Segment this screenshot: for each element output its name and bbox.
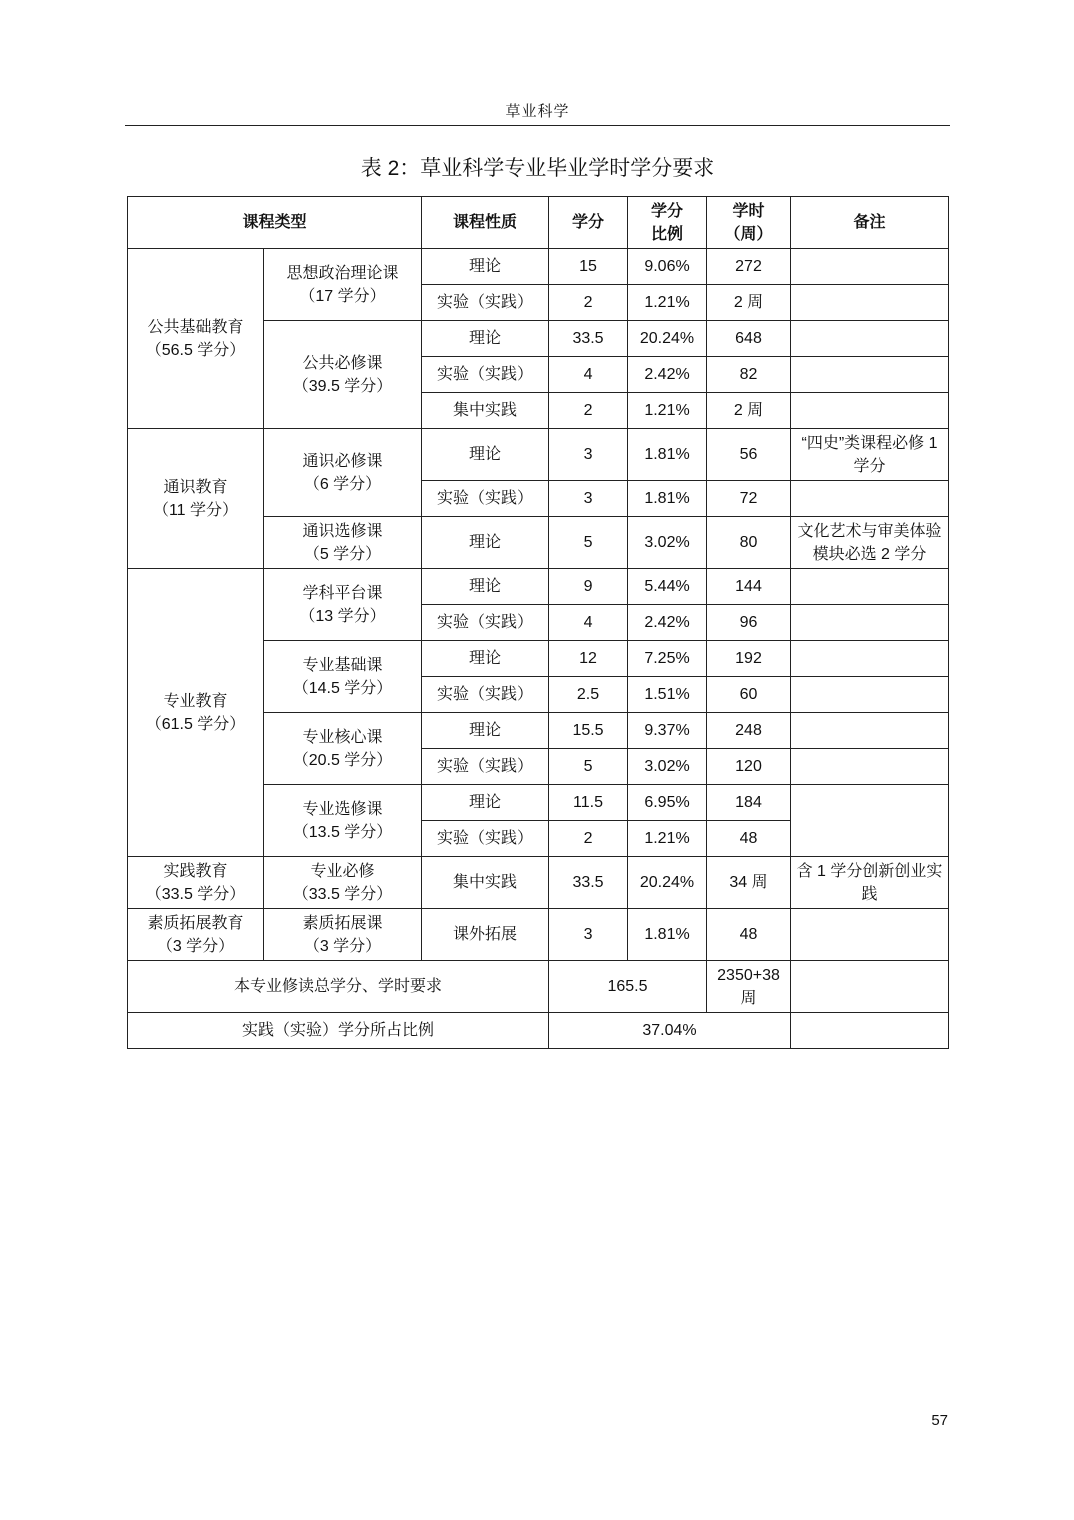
practice-ratio-label: 实践（实验）学分所占比例 (128, 1013, 549, 1049)
group-credits: （56.5 学分） (145, 341, 246, 359)
subcategory-cell (264, 857, 422, 909)
col-header-credit: 学分 (549, 197, 628, 249)
hours-cell: 144 (707, 569, 791, 605)
remark-cell (791, 357, 949, 393)
totals-label: 本专业修读总学分、学时要求 (128, 961, 549, 1013)
table-row (128, 249, 949, 285)
practice-ratio-row (128, 1013, 949, 1049)
remark-cell (791, 321, 949, 357)
credit-cell: 12 (549, 641, 628, 677)
totals-credit: 165.5 (549, 961, 707, 1013)
nature-cell: 理论 (422, 785, 549, 821)
subcategory-credits: （5 学分） (303, 545, 382, 563)
col-header-nature: 课程性质 (422, 197, 549, 249)
subcategory-credits: （14.5 学分） (292, 679, 393, 697)
subcategory-cell (264, 517, 422, 569)
nature-cell: 实验（实践） (422, 677, 549, 713)
ratio-cell: 1.81% (628, 909, 707, 961)
subcategory-name: 专业核心课 (302, 728, 383, 746)
group-credits: （11 学分） (152, 501, 239, 519)
group-name: 实践教育 (163, 862, 228, 880)
ratio-cell: 20.24% (628, 321, 707, 357)
subcategory-cell (264, 641, 422, 713)
subcategory-name: 专业基础课 (302, 656, 383, 674)
nature-cell: 实验（实践） (422, 285, 549, 321)
subcategory-cell (264, 321, 422, 429)
hours-cell: 72 (707, 481, 791, 517)
remark-cell (791, 641, 949, 677)
nature-cell: 理论 (422, 641, 549, 677)
hours-cell: 56 (707, 429, 791, 481)
table-row (128, 429, 949, 481)
credit-cell: 5 (549, 517, 628, 569)
credit-cell: 33.5 (549, 857, 628, 909)
hours-cell: 34 周 (707, 857, 791, 909)
ratio-cell: 1.51% (628, 677, 707, 713)
ratio-cell: 7.25% (628, 641, 707, 677)
hours-cell: 2 周 (707, 285, 791, 321)
hours-cell: 80 (707, 517, 791, 569)
col-header-ratio-line: 学分 (651, 202, 684, 220)
nature-cell: 集中实践 (422, 857, 549, 909)
nature-cell: 理论 (422, 321, 549, 357)
table-title: 表 2：草业科学专业毕业学时学分要求 (360, 157, 715, 180)
subcategory-name: 公共必修课 (302, 354, 383, 372)
remark-cell (791, 285, 949, 321)
group-cell (128, 429, 264, 569)
subcategory-credits: （39.5 学分） (292, 377, 393, 395)
running-header: 草业科学 (505, 103, 570, 120)
ratio-cell: 3.02% (628, 749, 707, 785)
practice-ratio-value: 37.04% (549, 1013, 791, 1049)
group-credits: （61.5 学分） (145, 715, 246, 733)
credit-cell: 11.5 (549, 785, 628, 821)
hours-cell: 2 周 (707, 393, 791, 429)
table-row (128, 857, 949, 909)
ratio-cell: 1.21% (628, 285, 707, 321)
credit-cell: 2 (549, 393, 628, 429)
subcategory-name: 学科平台课 (302, 584, 383, 602)
group-name: 公共基础教育 (147, 318, 244, 336)
hours-cell: 120 (707, 749, 791, 785)
nature-cell: 理论 (422, 569, 549, 605)
totals-row (128, 961, 949, 1013)
group-credits: （3 学分） (156, 937, 235, 955)
totals-hours-line: 2350+38 (717, 966, 780, 984)
header-row (128, 197, 949, 249)
group-cell (128, 857, 264, 909)
hours-cell: 248 (707, 713, 791, 749)
col-header-hours-line: （周） (724, 225, 773, 243)
credit-cell: 4 (549, 357, 628, 393)
subcategory-cell (264, 249, 422, 321)
remark-cell (791, 481, 949, 517)
col-header-hours (707, 197, 791, 249)
credit-cell: 2.5 (549, 677, 628, 713)
remark-cell (791, 713, 949, 749)
ratio-cell: 20.24% (628, 857, 707, 909)
remark-cell (791, 785, 949, 857)
subcategory-credits: （33.5 学分） (292, 885, 393, 903)
subcategory-cell (264, 429, 422, 517)
credit-cell: 3 (549, 909, 628, 961)
ratio-cell: 1.21% (628, 821, 707, 857)
group-cell (128, 569, 264, 857)
remark-cell (791, 393, 949, 429)
subcategory-name: 专业选修课 (302, 800, 383, 818)
ratio-cell: 1.81% (628, 481, 707, 517)
ratio-cell: 5.44% (628, 569, 707, 605)
ratio-cell: 9.06% (628, 249, 707, 285)
subcategory-credits: （6 学分） (303, 475, 382, 493)
credit-cell: 3 (549, 481, 628, 517)
col-header-remark: 备注 (791, 197, 949, 249)
group-name: 通识教育 (163, 478, 228, 496)
hours-cell: 48 (707, 821, 791, 857)
col-header-ratio (628, 197, 707, 249)
remark-cell (791, 569, 949, 605)
nature-cell: 课外拓展 (422, 909, 549, 961)
totals-remark (791, 961, 949, 1013)
table-row (128, 569, 949, 605)
credits-table (127, 196, 949, 1049)
ratio-cell: 1.21% (628, 393, 707, 429)
hours-cell: 184 (707, 785, 791, 821)
credit-cell: 15 (549, 249, 628, 285)
subcategory-cell (264, 909, 422, 961)
remark-cell: 文化艺术与审美体验模块必选 2 学分 (791, 517, 949, 569)
remark-cell (791, 677, 949, 713)
ratio-cell: 6.95% (628, 785, 707, 821)
header-rule (125, 125, 950, 126)
credit-cell: 9 (549, 569, 628, 605)
hours-cell: 82 (707, 357, 791, 393)
subcategory-name: 通识选修课 (302, 522, 383, 540)
nature-cell: 理论 (422, 713, 549, 749)
remark-cell: 含 1 学分创新创业实践 (791, 857, 949, 909)
ratio-cell: 1.81% (628, 429, 707, 481)
nature-cell: 实验（实践） (422, 481, 549, 517)
group-name: 素质拓展教育 (147, 914, 244, 932)
col-header-hours-line: 学时 (732, 202, 765, 220)
ratio-cell: 3.02% (628, 517, 707, 569)
nature-cell: 集中实践 (422, 393, 549, 429)
group-cell (128, 909, 264, 961)
credit-cell: 5 (549, 749, 628, 785)
nature-cell: 实验（实践） (422, 749, 549, 785)
credit-cell: 2 (549, 821, 628, 857)
totals-hours (707, 961, 791, 1013)
hours-cell: 272 (707, 249, 791, 285)
nature-cell: 实验（实践） (422, 357, 549, 393)
subcategory-cell (264, 569, 422, 641)
remark-cell (791, 909, 949, 961)
practice-ratio-remark (791, 1013, 949, 1049)
hours-cell: 48 (707, 909, 791, 961)
col-header-type: 课程类型 (128, 197, 422, 249)
subcategory-credits: （20.5 学分） (292, 751, 393, 769)
nature-cell: 理论 (422, 249, 549, 285)
subcategory-credits: （13.5 学分） (292, 823, 393, 841)
nature-cell: 实验（实践） (422, 821, 549, 857)
subcategory-credits: （3 学分） (303, 937, 382, 955)
remark-cell (791, 249, 949, 285)
subcategory-name: 通识必修课 (302, 452, 383, 470)
subcategory-credits: （13 学分） (299, 607, 386, 625)
hours-cell: 96 (707, 605, 791, 641)
subcategory-name: 专业必修 (310, 862, 375, 880)
page-number: 57 (931, 1412, 948, 1429)
nature-cell: 理论 (422, 429, 549, 481)
ratio-cell: 2.42% (628, 357, 707, 393)
nature-cell: 理论 (422, 517, 549, 569)
hours-cell: 60 (707, 677, 791, 713)
ratio-cell: 2.42% (628, 605, 707, 641)
credit-cell: 4 (549, 605, 628, 641)
subcategory-cell (264, 785, 422, 857)
hours-cell: 648 (707, 321, 791, 357)
credit-cell: 33.5 (549, 321, 628, 357)
table-row (128, 909, 949, 961)
subcategory-credits: （17 学分） (299, 287, 386, 305)
remark-cell: “四史”类课程必修 1 学分 (791, 429, 949, 481)
group-cell (128, 249, 264, 429)
group-credits: （33.5 学分） (145, 885, 246, 903)
hours-cell: 192 (707, 641, 791, 677)
nature-cell: 实验（实践） (422, 605, 549, 641)
col-header-ratio-line: 比例 (651, 225, 684, 243)
credit-cell: 15.5 (549, 713, 628, 749)
ratio-cell: 9.37% (628, 713, 707, 749)
credit-cell: 3 (549, 429, 628, 481)
group-name: 专业教育 (163, 692, 228, 710)
subcategory-cell (264, 713, 422, 785)
subcategory-name: 素质拓展课 (302, 914, 383, 932)
totals-hours-line: 周 (740, 989, 757, 1007)
subcategory-name: 思想政治理论课 (286, 264, 399, 282)
remark-cell (791, 749, 949, 785)
remark-cell (791, 605, 949, 641)
credit-cell: 2 (549, 285, 628, 321)
